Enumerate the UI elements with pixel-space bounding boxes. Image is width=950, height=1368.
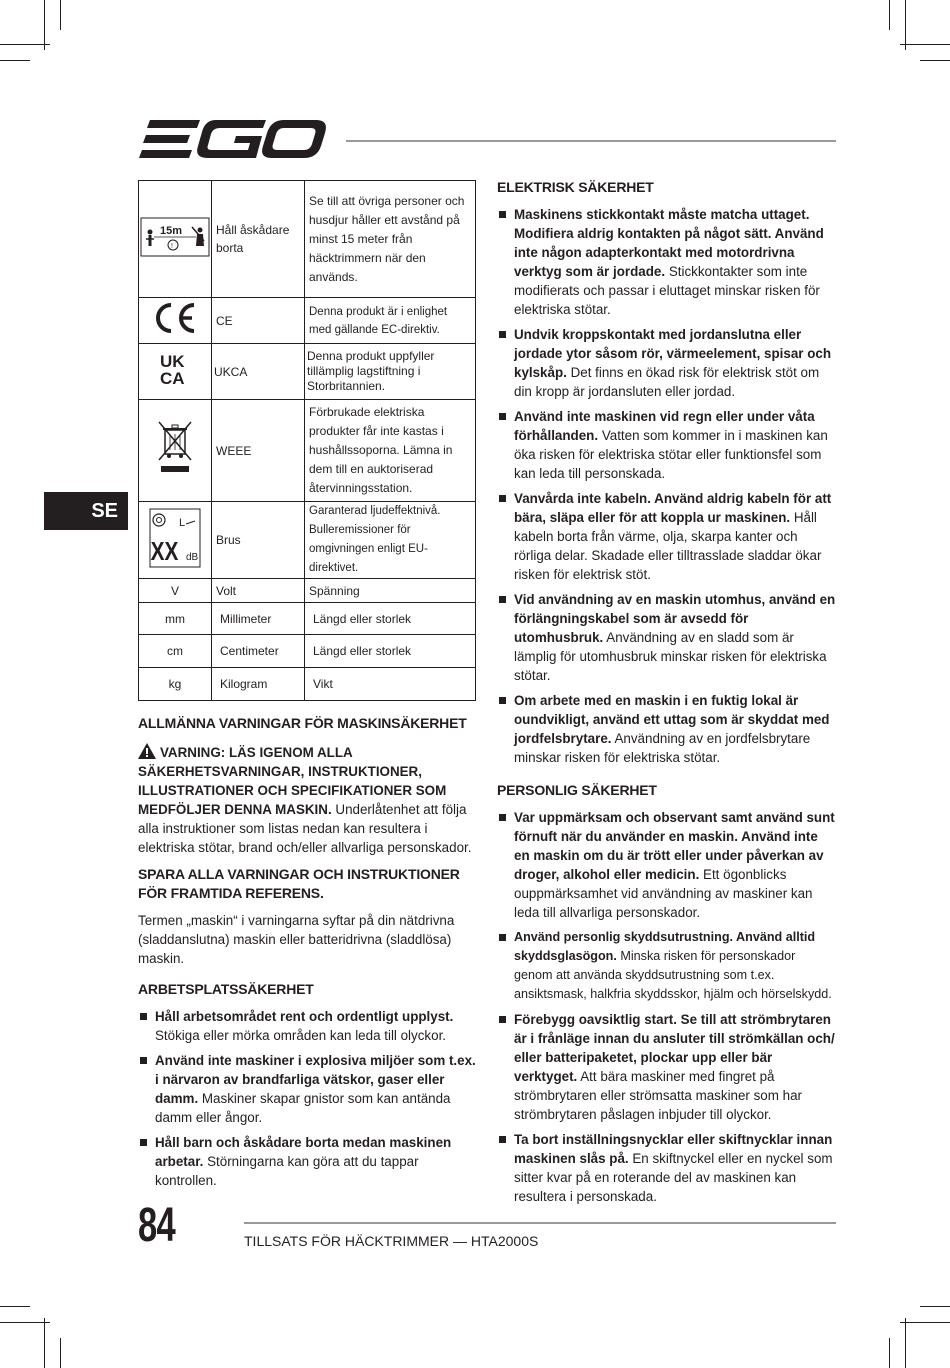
- save-instructions-heading: SPARA ALLA VARNINGAR OCH INSTRUKTIONER FÖR FRAMTIDA REFERENS.: [138, 866, 460, 901]
- list-item-bold: Undvik kroppskontakt med jordanslutna eller jordade ytor såsom rör, värmeelement, spisar och kylskåp.: [514, 327, 832, 380]
- language-tab: [44, 492, 128, 530]
- table-row: [139, 298, 476, 344]
- warning-label: VARNING:: [160, 745, 226, 760]
- list-item-bold: Använd personlig skyddsutrustning. Använd alltid skyddsglasögon.: [514, 930, 816, 963]
- electrical-safety-list: [497, 205, 837, 767]
- list-item-text: Maskiner skapar gnistor som kan antända damm eller ångor.: [155, 1091, 451, 1125]
- table-cell-name: CE: [212, 298, 305, 344]
- list-item-bold: Vid användning av en maskin utomhus, använd en förlängningskabel som är avsedd för utomhusbruk.: [514, 592, 836, 645]
- list-item-text: Ett ögonblicks ouppmärksamhet vid användning av maskiner kan leda till allvarliga personskador.: [514, 867, 813, 920]
- crop-mark: [60, 0, 61, 30]
- crop-mark: [60, 1338, 61, 1368]
- right-column: [497, 178, 837, 1216]
- list-item-bold: Vanvårda inte kabeln. Använd aldrig kabeln för att bära, släpa eller för att koppla ur maskinen.: [514, 491, 832, 525]
- table-cell-desc: Denna produkt uppfyller tillämplig lagstiftning i Storbritannien.: [305, 344, 476, 400]
- table-cell-desc: Förbrukade elektriska produkter får inte kastas i hushållssoporna. Lämna in dem till en auktoriserad återvinningsstation.: [305, 400, 476, 502]
- crop-mark: [0, 1322, 50, 1323]
- warning-bold-text: LÄS IGENOM ALLA SÄKERHETSVARNINGAR, INSTRUKTIONER, ILLUSTRATIONER OCH SPECIFIKATIONER SOM MEDFÖLJER DENNA MASKIN.: [138, 745, 447, 817]
- list-item: [497, 489, 837, 584]
- table-cell-name: WEEE: [212, 400, 305, 502]
- ce-mark-icon: [150, 300, 200, 336]
- table-cell-desc: Vikt: [305, 668, 476, 701]
- table-cell-icon: [139, 298, 212, 344]
- list-item-bold: Ta bort inställningsnycklar eller skiftnycklar innan maskinen slås på.: [514, 1132, 833, 1166]
- list-item-bold: Var uppmärksam och observant samt använd sunt förnuft när du använder en maskin. Använd inte en maskin om du är trött eller under påverkan av droger, alkohol eller medicin.: [514, 810, 835, 882]
- table-cell-desc: Spänning: [305, 579, 476, 603]
- table-row: [139, 603, 476, 635]
- table-cell-desc: Längd eller storlek: [305, 603, 476, 635]
- list-item: [138, 1007, 478, 1045]
- warning-triangle-icon: [138, 743, 156, 759]
- list-item-text: En skiftnyckel eller en nyckel som sitter kvar på en roterande del av maskinen kan resultera i personskada.: [514, 1151, 833, 1204]
- ukca-mark-icon: [157, 351, 193, 387]
- table-cell-symbol: V: [139, 579, 212, 603]
- table-cell-icon: [139, 181, 212, 298]
- table-row: [139, 579, 476, 603]
- svg-text:CA: CA: [160, 369, 185, 387]
- list-item-text: Användning av en sladd som är lämplig för utomhusbruk minskar risken för elektriska stötar.: [514, 630, 827, 683]
- list-item: [497, 205, 837, 319]
- warning-paragraph: [138, 743, 478, 857]
- crop-mark: [889, 0, 890, 30]
- crop-mark: [0, 1306, 30, 1307]
- table-cell-symbol: cm: [139, 635, 212, 668]
- table-cell-name: Håll åskådare borta: [212, 181, 305, 298]
- list-item-text: Stökiga eller mörka områden kan leda till olyckor.: [155, 1028, 447, 1043]
- crop-mark: [920, 1306, 950, 1307]
- table-row: [139, 635, 476, 668]
- table-cell-name: Millimeter: [212, 603, 305, 635]
- svg-text:XX: XX: [150, 536, 179, 566]
- table-cell-desc: Längd eller storlek: [305, 635, 476, 668]
- list-item-bold: Håll barn och åskådare borta medan maskinen arbetar.: [155, 1135, 452, 1169]
- table-cell-name: Brus: [212, 502, 305, 579]
- list-item: [497, 808, 837, 922]
- table-row: [139, 400, 476, 502]
- crop-mark: [905, 1318, 906, 1368]
- svg-text:!: !: [171, 242, 173, 250]
- list-item-text: Stickkontakter som inte modifierats och passar i eluttaget minskar risken för elektriska stötar.: [514, 264, 820, 317]
- list-item-text: Det finns en ökad risk för elektrisk stöt om din kropp är jordansluten eller jordad.: [514, 365, 820, 399]
- list-item-text: Vatten som kommer in i maskinen kan öka risken för elektriska stötar eller funktionsfel som kan leda till personskada.: [514, 428, 828, 481]
- list-item: [497, 325, 837, 401]
- list-item: [497, 1130, 837, 1206]
- noise-level-icon: [149, 508, 201, 568]
- list-item-text: Användning av en jordfelsbrytare minskar risken för elektriska stötar.: [514, 731, 811, 765]
- crop-mark: [0, 60, 30, 61]
- list-item: [497, 928, 837, 1004]
- list-item-text: Störningarna kan göra att du tappar kontrollen.: [155, 1154, 419, 1188]
- list-item: [497, 407, 837, 483]
- footer-rule: [244, 1222, 836, 1224]
- crop-mark: [920, 60, 950, 61]
- list-item-bold: Förebygg oavsiktlig start. Se till att strömbrytaren är i frånläge innan du ansluter till strömkällan och/ eller batteripaketet, plockar upp eller bär verktyget.: [514, 1012, 835, 1084]
- list-item-text: Håll kabeln borta från värme, olja, skarpa kanter och rörliga delar. Skadade eller tilltrasslade sladdar ökar risken för elektrisk stöt.: [514, 510, 822, 582]
- list-item: [497, 691, 837, 767]
- svg-text:dB: dB: [186, 551, 199, 563]
- weee-crossed-bin-icon: [155, 420, 195, 476]
- personal-safety-list: [497, 808, 837, 1206]
- term-paragraph: Termen „maskin“ i varningarna syftar på din nätdrivna (sladdanslutna) maskin eller batteridrivna (sladdlösa) maskin.: [138, 913, 455, 966]
- crop-mark: [889, 1338, 890, 1368]
- list-item: [497, 590, 837, 685]
- table-cell-icon: [139, 400, 212, 502]
- crop-mark: [0, 44, 50, 45]
- crop-mark: [905, 0, 906, 50]
- list-item-bold: Använd inte maskinen vid regn eller under våta förhållanden.: [514, 409, 815, 443]
- list-item-bold: Om arbete med en maskin i en fuktig lokal är oundvikligt, använd ett uttag som är skyddat med jordfelsbrytare.: [514, 693, 830, 746]
- footer-title: TILLSATS FÖR HÄCKTRIMMER — HTA2000S: [244, 1233, 539, 1249]
- list-item-bold: Maskinens stickkontakt måste matcha uttaget. Modifiera aldrig kontakten på något sätt. Använd inte någon adapterkontakt med motordrivna verktyg som är jordade.: [514, 207, 824, 279]
- list-item-text: Minska risken för personskador genom att använda skyddsutrustning som t.ex. ansiktsmask, halkfria skyddsskor, hjälm och hörselskydd.: [514, 949, 832, 1001]
- warning-text: Underlåtenhet att följa alla instruktioner som listas nedan kan resultera i elektriska stötar, brand och/eller allvarliga personskador.: [138, 802, 472, 855]
- symbols-table: [138, 180, 476, 701]
- electrical-safety-heading: ELEKTRISK SÄKERHET: [497, 179, 654, 195]
- table-cell-icon: [139, 344, 212, 400]
- language-tab-label: SE: [91, 499, 118, 522]
- table-row: [139, 668, 476, 701]
- svg-text:UK: UK: [160, 352, 185, 371]
- crop-mark: [900, 1322, 950, 1323]
- table-row: [139, 502, 476, 579]
- personal-safety-heading: PERSONLIG SÄKERHET: [497, 782, 657, 798]
- list-item-text: Att bära maskiner med fingret på strömbrytaren eller strömsatta maskiner som har strömbrytaren påslagen inbjuder till olyckor.: [514, 1069, 802, 1122]
- list-item-bold: Håll arbetsområdet rent och ordentligt upplyst.: [155, 1009, 454, 1024]
- crop-mark: [44, 0, 45, 50]
- general-warnings-heading: ALLMÄNNA VARNINGAR FÖR MASKINSÄKERHET: [138, 715, 467, 731]
- table-cell-desc: Denna produkt är i enlighet med gällande EC-direktiv.: [305, 298, 476, 344]
- table-row: [139, 181, 476, 298]
- keep-bystanders-away-icon: [140, 217, 210, 257]
- workplace-safety-list: [138, 1007, 478, 1190]
- table-cell-symbol: kg: [139, 668, 212, 701]
- crop-mark: [44, 1318, 45, 1368]
- svg-text:L: L: [179, 516, 186, 529]
- table-cell-desc: Se till att övriga personer och husdjur håller ett avstånd på minst 15 meter från häcktrimmern när den används.: [305, 181, 476, 298]
- list-item: [138, 1051, 478, 1127]
- header-rule: [346, 140, 836, 142]
- list-item: [138, 1133, 478, 1190]
- table-cell-icon: [139, 502, 212, 579]
- ego-logo: [138, 118, 328, 162]
- table-cell-name: UKCA: [212, 344, 305, 400]
- svg-text:15m: 15m: [160, 224, 183, 237]
- left-column: [138, 714, 478, 1200]
- table-row: [139, 344, 476, 400]
- workplace-safety-heading: ARBETSPLATSSÄKERHET: [138, 981, 314, 997]
- crop-mark: [900, 44, 950, 45]
- table-cell-name: Volt: [212, 579, 305, 603]
- list-item: [497, 1010, 837, 1124]
- page-number: 84: [138, 1199, 176, 1252]
- table-cell-name: Kilogram: [212, 668, 305, 701]
- table-cell-symbol: mm: [139, 603, 212, 635]
- list-item-bold: Använd inte maskiner i explosiva miljöer som t.ex. i närvaron av brandfarliga vätskor, gaser eller damm.: [155, 1053, 476, 1106]
- table-cell-name: Centimeter: [212, 635, 305, 668]
- table-cell-desc: Garanterad ljudeffektnivå. Bulleremissioner för omgivningen enligt EU-direktivet.: [305, 502, 476, 579]
